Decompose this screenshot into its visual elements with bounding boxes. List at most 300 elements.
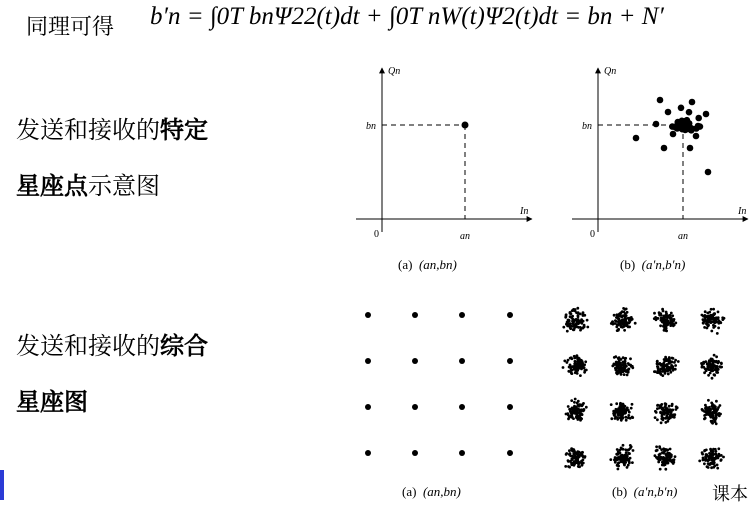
cluster-point	[631, 403, 634, 406]
cluster-point	[709, 372, 712, 375]
cluster-point	[579, 320, 582, 323]
accent-bar	[0, 470, 4, 500]
cluster-point	[656, 418, 659, 421]
cluster-point	[621, 367, 624, 370]
cluster-point	[661, 415, 664, 418]
received-point	[682, 127, 689, 134]
cluster-point	[704, 404, 707, 407]
cluster-point	[715, 422, 718, 425]
grid-point	[459, 358, 465, 364]
cluster-point	[706, 367, 709, 370]
cluster-point	[706, 312, 709, 315]
cluster-point	[624, 448, 627, 451]
cluster-point	[705, 411, 708, 414]
cluster-point	[707, 399, 710, 402]
cluster-point	[711, 415, 714, 418]
cluster-point	[716, 332, 719, 335]
cluster-point	[574, 324, 577, 327]
cluster-point	[567, 460, 570, 463]
cluster-point	[624, 308, 627, 311]
cluster-point	[584, 360, 587, 363]
cluster-point	[617, 317, 620, 320]
cluster-point	[617, 465, 620, 468]
cluster-point	[658, 446, 661, 449]
cluster-point	[632, 449, 635, 452]
cluster-point	[583, 363, 586, 366]
cluster-point	[625, 324, 628, 327]
cluster-point	[626, 455, 629, 458]
a-label: an	[460, 231, 470, 240]
cluster-point	[573, 328, 576, 331]
cluster-point	[660, 406, 663, 409]
cluster-point	[616, 373, 619, 376]
cluster-point	[667, 373, 670, 376]
cluster-point	[609, 458, 612, 461]
cluster-point	[624, 411, 627, 414]
cluster-point	[707, 466, 710, 469]
received-point	[693, 125, 700, 132]
grid-point	[459, 450, 465, 456]
cluster-point	[628, 363, 631, 366]
cluster-point	[624, 357, 627, 360]
cluster-point	[712, 406, 715, 409]
cluster-point	[570, 463, 573, 466]
cluster-point	[629, 357, 632, 360]
cluster-point	[711, 377, 714, 380]
cluster-point	[712, 324, 715, 327]
cluster-point	[624, 416, 627, 419]
received-point	[665, 109, 672, 116]
b-label: bn	[366, 121, 376, 132]
cluster-point	[717, 406, 720, 409]
cluster-point	[710, 366, 713, 369]
cluster-point	[661, 461, 664, 464]
caption-top-left-math: (an,bn)	[418, 257, 457, 272]
cluster-point	[628, 326, 631, 329]
caption-bottom-left	[402, 484, 461, 500]
cluster-point	[569, 452, 572, 455]
cluster-point	[570, 368, 573, 371]
cluster-point	[713, 373, 716, 376]
caption-bottom-right	[612, 484, 677, 500]
cluster-point	[710, 421, 713, 424]
cluster-point	[669, 324, 672, 327]
cluster-point	[666, 323, 669, 326]
cluster-point	[613, 459, 616, 462]
cluster-point	[655, 445, 658, 448]
cluster-point	[704, 458, 707, 461]
cluster-point	[665, 462, 668, 465]
cluster-point	[712, 308, 715, 311]
cluster-point	[668, 452, 671, 455]
cluster-point	[671, 365, 674, 368]
grid-point	[412, 404, 418, 410]
cluster-point	[666, 449, 669, 452]
cluster-point	[612, 410, 615, 413]
cluster-point	[567, 465, 570, 468]
cluster-point	[625, 451, 628, 454]
cluster-point	[714, 464, 717, 467]
cluster-point	[621, 415, 624, 418]
grid-point	[459, 404, 465, 410]
cluster-point	[571, 315, 574, 318]
cluster-point	[623, 463, 626, 466]
cluster-point	[720, 362, 723, 365]
received-point	[693, 133, 700, 140]
cluster-point	[664, 359, 667, 362]
cluster-point	[614, 369, 617, 372]
received-point	[657, 97, 664, 104]
cluster-point	[570, 399, 573, 402]
cluster-point	[702, 315, 705, 318]
cluster-point	[670, 317, 673, 320]
cluster-point	[569, 416, 572, 419]
cluster-point	[711, 363, 714, 366]
cluster-point	[708, 463, 711, 466]
cluster-point	[615, 402, 618, 405]
cluster-point	[702, 457, 705, 460]
cluster-point	[662, 419, 665, 422]
cluster-point	[662, 310, 665, 313]
caption-bottom-left-math: (an,bn)	[422, 484, 461, 499]
cluster-point	[704, 417, 707, 420]
cluster-point	[573, 401, 576, 404]
specific-line-1-bold: 特定	[160, 116, 208, 144]
cluster-point	[653, 312, 656, 315]
cluster-point	[571, 318, 574, 321]
cluster-point	[617, 357, 620, 360]
cluster-point	[708, 413, 711, 416]
cluster-point	[659, 362, 662, 365]
figure-specific-received	[568, 62, 753, 240]
cluster-point	[574, 398, 577, 401]
cluster-point	[610, 403, 613, 406]
cluster-point	[610, 417, 613, 420]
cluster-point	[668, 405, 671, 408]
grid-point	[507, 358, 513, 364]
cluster-point	[658, 459, 661, 462]
cluster-point	[614, 355, 617, 358]
cluster-point	[671, 314, 674, 317]
cluster-point	[566, 321, 569, 324]
specific-line-2-normal: 示意图	[88, 172, 160, 200]
cluster-point	[575, 456, 578, 459]
cluster-point	[573, 460, 576, 463]
cluster-point	[631, 416, 634, 419]
cluster-point	[671, 404, 674, 407]
cluster-point	[579, 329, 582, 332]
cluster-point	[627, 317, 630, 320]
formula-text: b′n = ∫0T bnΨ22(t)dt + ∫0T nW(t)Ψ2(t)dt = bn + N′	[150, 3, 664, 30]
cluster-point	[571, 449, 574, 452]
cluster-point	[718, 412, 721, 415]
cluster-point	[656, 407, 659, 410]
cluster-point	[710, 457, 713, 460]
cluster-point	[663, 464, 666, 467]
cluster-point	[677, 360, 680, 363]
cluster-point	[575, 407, 578, 410]
cluster-point	[711, 450, 714, 453]
cluster-point	[669, 448, 672, 451]
cluster-point	[581, 462, 584, 465]
cluster-point	[630, 445, 633, 448]
received-point	[695, 115, 702, 122]
cluster-point	[616, 448, 619, 451]
cluster-point	[579, 362, 582, 365]
cluster-point	[623, 321, 626, 324]
cluster-point	[567, 359, 570, 362]
cluster-point	[717, 317, 720, 320]
cluster-point	[710, 369, 713, 372]
caption-top-left	[398, 257, 457, 273]
cluster-point	[719, 366, 722, 369]
cluster-point	[672, 357, 675, 360]
cluster-point	[578, 403, 581, 406]
cluster-point	[618, 407, 621, 410]
cluster-point	[634, 322, 637, 325]
cluster-point	[665, 315, 668, 318]
cluster-point	[659, 324, 662, 327]
figure-specific-transmitted	[352, 62, 538, 240]
cluster-point	[575, 311, 578, 314]
cluster-point	[572, 325, 575, 328]
cluster-point	[654, 416, 657, 419]
cluster-point	[658, 453, 661, 456]
cluster-point	[703, 462, 706, 465]
cluster-point	[578, 412, 581, 415]
cluster-point	[673, 361, 676, 364]
cluster-point	[574, 452, 577, 455]
cluster-point	[626, 370, 629, 373]
cluster-point	[669, 371, 672, 374]
cluster-point	[655, 449, 658, 452]
origin-label: 0	[374, 229, 379, 240]
cluster-point	[573, 463, 576, 466]
cluster-point	[715, 400, 718, 403]
received-point	[679, 118, 686, 125]
cluster-point	[582, 455, 585, 458]
cluster-point	[721, 318, 724, 321]
cluster-point	[624, 405, 627, 408]
cluster-point	[710, 317, 713, 320]
cluster-point	[627, 414, 630, 417]
cluster-point	[666, 420, 669, 423]
cluster-point	[562, 326, 565, 329]
cluster-point	[613, 322, 616, 325]
cluster-point	[563, 360, 566, 363]
received-point	[703, 111, 710, 118]
cluster-point	[570, 458, 573, 461]
cluster-point	[701, 366, 704, 369]
cluster-point	[702, 361, 705, 364]
cluster-point	[578, 454, 581, 457]
cluster-point	[577, 400, 580, 403]
cluster-point	[621, 417, 624, 420]
caption-bottom-right-prefix: (b)	[612, 484, 628, 499]
cluster-point	[573, 355, 576, 358]
cluster-point	[619, 322, 622, 325]
cluster-point	[661, 365, 664, 368]
cluster-point	[574, 360, 577, 363]
specific-line-1-normal: 发送和接收的	[16, 116, 160, 144]
cluster-point	[627, 452, 630, 455]
cluster-point	[715, 370, 718, 373]
cluster-point	[659, 371, 662, 374]
cluster-point	[664, 402, 667, 405]
cluster-point	[616, 329, 619, 332]
cluster-point	[702, 322, 705, 325]
cluster-point	[672, 462, 675, 465]
b-label: bn	[582, 121, 592, 132]
cluster-point	[622, 311, 625, 314]
cluster-point	[662, 315, 665, 318]
cluster-point	[655, 318, 658, 321]
cluster-point	[714, 450, 717, 453]
received-points	[633, 97, 712, 176]
grid-point	[365, 450, 371, 456]
cluster-point	[703, 414, 706, 417]
cluster-point	[659, 411, 662, 414]
cluster-point	[660, 421, 663, 424]
cluster-point	[671, 409, 674, 412]
cluster-point	[718, 455, 721, 458]
cluster-point	[656, 360, 659, 363]
grid-point	[412, 312, 418, 318]
formula	[150, 3, 664, 31]
cluster-point	[567, 405, 570, 408]
cluster-point	[623, 459, 626, 462]
cluster-point	[626, 374, 629, 377]
cluster-point	[577, 365, 580, 368]
cluster-point	[669, 322, 672, 325]
grid-point	[365, 358, 371, 364]
cluster-point	[665, 411, 668, 414]
specific-line-2	[16, 166, 160, 201]
cluster-point	[611, 365, 614, 368]
cluster-point	[575, 320, 578, 323]
cluster-point	[579, 374, 582, 377]
grid-point	[507, 404, 513, 410]
cluster-point	[698, 460, 701, 463]
cluster-point	[565, 453, 568, 456]
cluster-point	[623, 373, 626, 376]
combined-line-2-bold: 星座图	[16, 388, 88, 416]
cluster-point	[585, 406, 588, 409]
cluster-point	[631, 461, 634, 464]
cluster-point	[717, 327, 720, 330]
cluster-point	[707, 324, 710, 327]
cluster-point	[620, 315, 623, 318]
cluster-point	[703, 449, 706, 452]
origin-label: 0	[590, 229, 595, 240]
cluster-point	[672, 369, 675, 372]
cluster-point	[628, 411, 631, 414]
i-axis-label: In	[520, 206, 529, 217]
ideal-grid	[365, 312, 513, 456]
cluster-point	[613, 414, 616, 417]
combined-line-1-bold: 综合	[160, 332, 208, 360]
cluster-point	[566, 330, 569, 333]
cluster-point	[705, 453, 708, 456]
cluster-point	[704, 310, 707, 313]
cluster-point	[627, 464, 630, 467]
figure-combined-transmitted	[350, 295, 530, 475]
cluster-point	[582, 314, 585, 317]
cluster-point	[714, 418, 717, 421]
figure-combined-received	[548, 290, 748, 476]
cluster-point	[568, 449, 571, 452]
cluster-point	[670, 360, 673, 363]
cluster-point	[670, 411, 673, 414]
cluster-point	[619, 455, 622, 458]
cluster-point	[708, 361, 711, 364]
cluster-point	[628, 461, 631, 464]
cluster-point	[622, 356, 625, 359]
cluster-point	[668, 368, 671, 371]
cluster-point	[564, 465, 567, 468]
cluster-point	[619, 364, 622, 367]
cluster-point	[715, 414, 718, 417]
cluster-point	[712, 359, 715, 362]
q-axis-label: Qn	[388, 66, 401, 77]
caption-bottom-left-prefix: (a)	[402, 484, 417, 499]
received-point	[705, 169, 712, 176]
cluster-point	[570, 312, 573, 315]
cluster-point	[578, 461, 581, 464]
noisy-grid	[562, 307, 726, 471]
cluster-point	[659, 468, 662, 471]
received-point	[633, 135, 640, 142]
cluster-point	[616, 458, 619, 461]
cluster-point	[623, 314, 626, 317]
cluster-point	[673, 318, 676, 321]
caption-top-left-prefix: (a)	[398, 257, 413, 272]
cluster-point	[665, 319, 668, 322]
cluster-point	[627, 416, 630, 419]
cluster-point	[569, 315, 572, 318]
cluster-point	[611, 320, 614, 323]
cluster-point	[622, 444, 625, 447]
cluster-point	[582, 409, 585, 412]
combined-line-2	[16, 382, 88, 417]
grid-point	[365, 312, 371, 318]
cluster-point	[623, 363, 626, 366]
cluster-point	[666, 408, 669, 411]
cluster-point	[654, 410, 657, 413]
cluster-point	[620, 325, 623, 328]
cluster-point	[709, 409, 712, 412]
grid-point	[412, 450, 418, 456]
cluster-point	[580, 417, 583, 420]
cluster-point	[615, 326, 618, 329]
received-point	[686, 109, 693, 116]
constellation-point	[462, 122, 469, 129]
cluster-point	[577, 315, 580, 318]
cluster-point	[674, 455, 677, 458]
cluster-point	[673, 416, 676, 419]
cluster-point	[664, 372, 667, 375]
cluster-point	[666, 457, 669, 460]
cluster-point	[578, 360, 581, 363]
cluster-point	[660, 314, 663, 317]
cluster-point	[574, 368, 577, 371]
cluster-point	[572, 322, 575, 325]
cluster-point	[620, 447, 623, 450]
cluster-point	[654, 454, 657, 457]
cluster-point	[664, 321, 667, 324]
cluster-point	[571, 455, 574, 458]
cluster-point	[570, 372, 573, 375]
